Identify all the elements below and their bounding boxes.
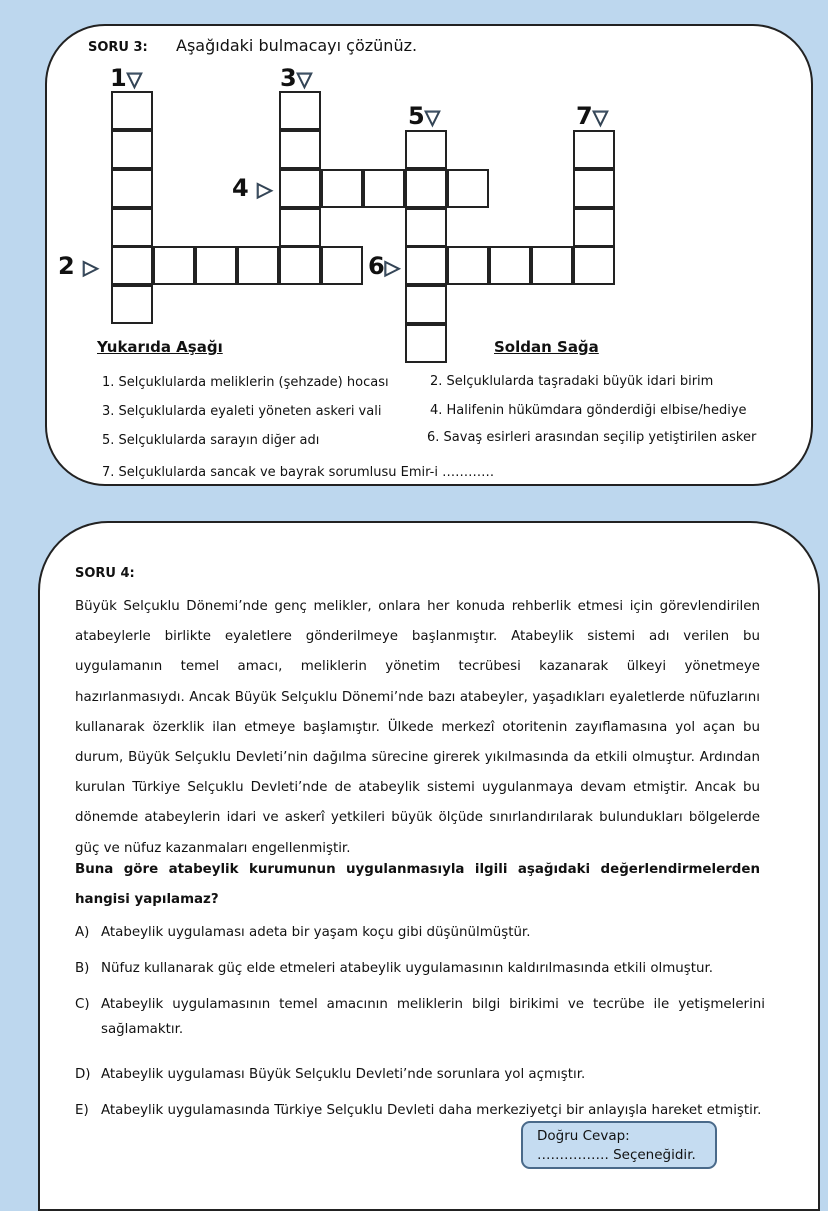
crossword-cell[interactable] (279, 91, 321, 130)
question-4-paragraph: Büyük Selçuklu Dönemi’nde genç melikler, onlara her konuda rehberlik etmesi için görevlendirilen atabeylerle birlikte eyaletlere gönderilmeye başlanmıştır. Atabeylik sistemi adı verilen bu uygulamanın temel amacı, meliklerin yönetim tecrübesi kazanarak ülkeyi yönetmeye hazırlanmasıydı. Ancak Büyük Selçuklu Dönemi’nde bazı atabeyler, yaşadıkları eyaletlerde nüfuzlarını kullanarak özerklik ilan etmeye başlamıştır. Ülkede merkezî otoritenin zayıflamasına yol açan bu durum, Büyük Selçuklu Devleti’nin dağılma sürecine girerek yıkılmasında da etkili olmuştur. Ardından kurulan Türkiye Selçuklu Devleti’nde de atabeylik sistemi uygulanmaya devam etmiştir. Ancak bu dönemde atabeylerin idari ve askerî yetkileri büyük ölçüde sınırlandırılarak bulundukları bölgelerde güç ve nüfuz kazanmaları engellenmiştir. (75, 599, 760, 856)
option-c[interactable] (75, 992, 765, 1042)
option-text: Atabeylik uygulaması adeta bir yaşam koçu gibi düşünülmüştür. (101, 925, 531, 940)
across-heading: Soldan Sağa (494, 338, 599, 356)
crossword-cell[interactable] (111, 246, 153, 285)
crossword-cell[interactable] (111, 169, 153, 208)
clue-3: 3. Selçuklularda eyaleti yöneten askeri vali (102, 404, 382, 419)
clue-6: 6. Savaş esirleri arasından seçilip yetiştirilen asker (427, 430, 757, 445)
clue-number-4: 4 (232, 174, 249, 202)
crossword-cell[interactable] (573, 130, 615, 169)
clue-1: 1. Selçuklularda meliklerin (şehzade) hocası (102, 375, 389, 390)
answer-blank: ……………. Seçeneğidir. (537, 1147, 696, 1163)
crossword-cell[interactable] (321, 169, 363, 208)
crossword-cell[interactable] (363, 169, 405, 208)
crossword-cell[interactable] (405, 130, 447, 169)
down-heading: Yukarıda Aşağı (97, 338, 223, 356)
right-arrow-icon: ▷ (83, 255, 99, 279)
crossword-cell[interactable] (405, 324, 447, 363)
clue-number-1: 1 (110, 64, 127, 92)
option-letter: D) (75, 1067, 91, 1082)
crossword-cell[interactable] (153, 246, 195, 285)
option-a[interactable] (75, 920, 765, 945)
down-arrow-icon: ▽ (424, 105, 441, 129)
option-d[interactable] (75, 1062, 765, 1087)
crossword-cell[interactable] (279, 208, 321, 247)
down-arrow-icon: ▽ (126, 67, 143, 91)
crossword-cell[interactable] (111, 208, 153, 247)
crossword-cell[interactable] (111, 130, 153, 169)
clue-4: 4. Halifenin hükümdara gönderdiği elbise/hediye (430, 403, 747, 418)
question-4-label: SORU 4: (75, 566, 135, 581)
right-arrow-icon: ▷ (384, 255, 401, 279)
option-text: Nüfuz kullanarak güç elde etmeleri atabeylik uygulamasının kaldırılmasında etkili olmuştur. (101, 961, 714, 976)
question-4-stem: Buna göre atabeylik kurumunun uygulanmasıyla ilgili aşağıdaki değerlendirmelerden hangisi yapılamaz? (75, 862, 760, 908)
crossword-cell[interactable] (279, 246, 321, 285)
crossword-cell[interactable] (405, 208, 447, 247)
question-3-label: SORU 3: (88, 40, 148, 55)
down-arrow-icon: ▽ (592, 105, 609, 129)
option-letter: B) (75, 961, 90, 976)
crossword-cell[interactable] (237, 246, 279, 285)
crossword-cell[interactable] (405, 169, 447, 208)
crossword-cell[interactable] (279, 130, 321, 169)
option-text: Atabeylik uygulamasının temel amacının meliklerin bilgi birikimi ve tecrübe ile yetişmelerini sağlamaktır. (101, 997, 765, 1037)
option-letter: A) (75, 925, 90, 940)
option-b[interactable] (75, 956, 765, 981)
clue-5: 5. Selçuklularda sarayın diğer adı (102, 433, 320, 448)
crossword-cell[interactable] (111, 91, 153, 130)
crossword-cell[interactable] (531, 246, 573, 285)
crossword-cell[interactable] (279, 169, 321, 208)
crossword-cell[interactable] (489, 246, 531, 285)
clue-number-2: 2 (58, 252, 75, 280)
crossword-cell[interactable] (321, 246, 363, 285)
option-text: Atabeylik uygulaması Büyük Selçuklu Devleti’nde sorunlara yol açmıştır. (101, 1067, 586, 1082)
right-arrow-icon: ▷ (257, 177, 273, 201)
option-letter: C) (75, 997, 90, 1012)
question-3-instruction: Aşağıdaki bulmacayı çözünüz. (176, 36, 418, 55)
clue-number-3: 3 (280, 64, 297, 92)
crossword-cell[interactable] (573, 246, 615, 285)
clue-2: 2. Selçuklularda taşradaki büyük idari birim (430, 374, 714, 389)
option-e[interactable] (75, 1098, 765, 1123)
crossword-cell[interactable] (573, 208, 615, 247)
option-letter: E) (75, 1103, 89, 1118)
down-arrow-icon: ▽ (296, 67, 313, 91)
clue-number-5: 5 (408, 102, 425, 130)
crossword-cell[interactable] (447, 246, 489, 285)
clue-7: 7. Selçuklularda sancak ve bayrak sorumlusu Emir-i ………… (102, 465, 495, 480)
clue-number-7: 7 (576, 102, 593, 130)
crossword-cell[interactable] (405, 246, 447, 285)
crossword-cell[interactable] (405, 285, 447, 324)
answer-label: Doğru Cevap: (537, 1128, 630, 1144)
answer-box[interactable] (521, 1121, 717, 1169)
crossword-cell[interactable] (447, 169, 489, 208)
clue-number-6: 6 (368, 252, 385, 280)
crossword-cell[interactable] (573, 169, 615, 208)
crossword-cell[interactable] (111, 285, 153, 324)
crossword-cell[interactable] (195, 246, 237, 285)
option-text: Atabeylik uygulamasında Türkiye Selçuklu Devleti daha merkeziyetçi bir anlayışla hareket etmiştir. (101, 1103, 762, 1118)
